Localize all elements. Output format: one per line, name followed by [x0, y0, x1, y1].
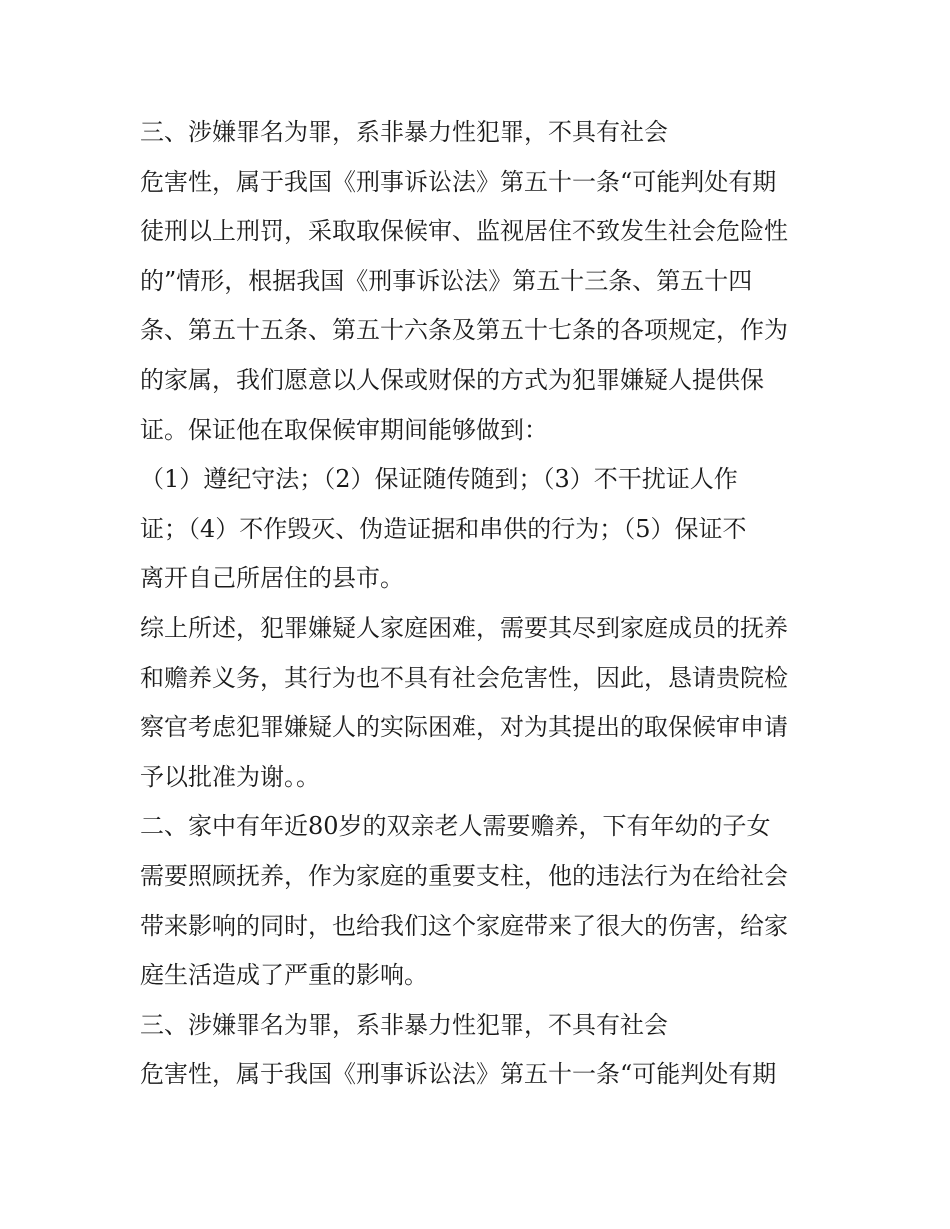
text-line: 危害性，属于我国《刑事诉讼法》第五十一条“可能判处有期: [140, 167, 777, 196]
document-body: [140, 108, 820, 1100]
text-line: 三、涉嫌罪名为罪，系非暴力性犯罪，不具有社会: [140, 1010, 668, 1039]
text-line: 的家属，我们愿意以人保或财保的方式为犯罪嫌疑人提供保: [140, 365, 764, 394]
text-line: 察官考虑犯罪嫌疑人的实际困难，对为其提出的取保候审申请: [140, 713, 788, 742]
text-line: 证；（4）不作毁灭、伪造证据和串供的行为；（5）保证不: [140, 514, 747, 543]
text-line: 离开自己所居住的县市。: [140, 564, 404, 593]
text-line: 危害性，属于我国《刑事诉讼法》第五十一条“可能判处有期: [140, 1060, 777, 1089]
text-line: 证。保证他在取保候审期间能够做到：: [140, 415, 548, 444]
text-line: 庭生活造成了严重的影响。: [140, 961, 428, 990]
text-line: 综上所述，犯罪嫌疑人家庭困难，需要其尽到家庭成员的抚养: [140, 613, 788, 642]
text-line: 的”情形，根据我国《刑事诉讼法》第五十三条、第五十四: [140, 266, 753, 295]
text-line: 需要照顾抚养，作为家庭的重要支柱，他的违法行为在给社会: [140, 861, 788, 890]
text-line: 三、涉嫌罪名为罪，系非暴力性犯罪，不具有社会: [140, 118, 668, 146]
text-line: 徒刑以上刑罚，采取取保候审、监视居住不致发生社会危险性: [140, 217, 788, 246]
text-line: 二、家中有年近80岁的双亲老人需要赡养，下有年幼的子女: [140, 812, 771, 841]
text-line: 和赡养义务，其行为也不具有社会危害性，因此，恳请贵院检: [140, 663, 788, 692]
text-line: 予以批准为谢。。: [140, 762, 320, 791]
text-line: 条、第五十五条、第五十六条及第五十七条的各项规定，作为: [140, 316, 788, 345]
text-line: （1）遵纪守法；（2）保证随传随到；（3）不干扰证人作: [140, 465, 738, 494]
text-line: 带来影响的同时，也给我们这个家庭带来了很大的伤害，给家: [140, 911, 788, 940]
